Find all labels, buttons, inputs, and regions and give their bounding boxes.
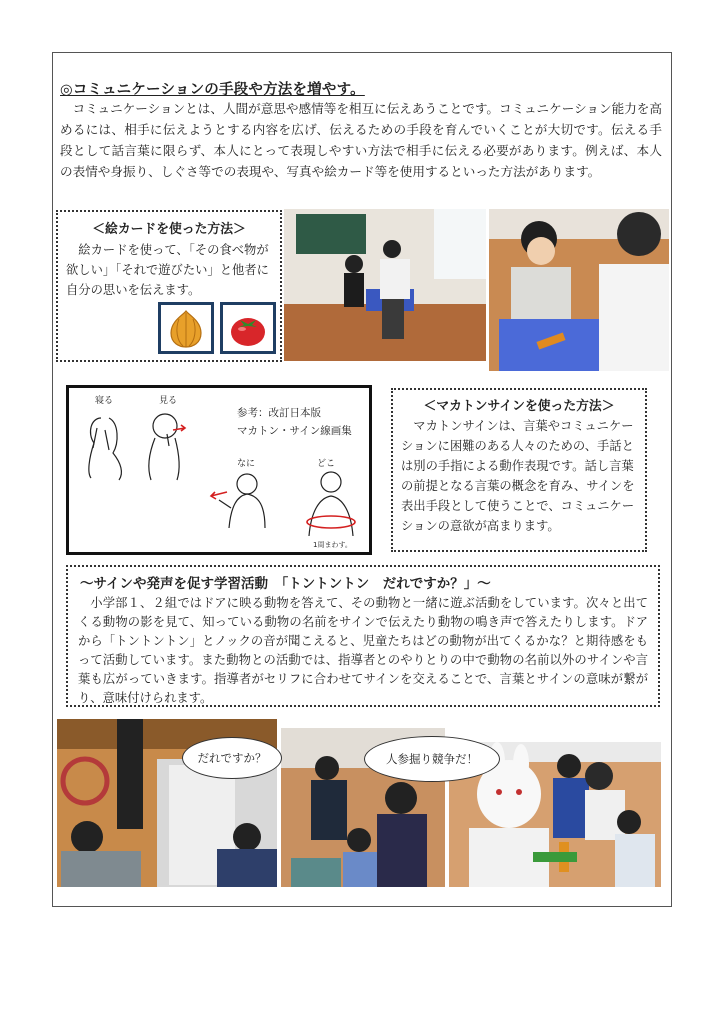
activity-box xyxy=(66,565,660,707)
activity-text: 小学部１、２組ではドアに映る動物を答えて、その動物と一緒に遊ぶ活動をしています。次々と出てくる動物の影を見て、知っている動物の名前をサインで伝えたり動物の鳴き声で答えたりします。ドアから「トントントン」とノックの音が聞こえると、児童たちはどの動物が出てくるかな？と期待感をもって活動しています。また動物との活動では、指導者とのやりとりの中で動物の名前以外のサインや言葉も広がっていきます。指導者がセリフに合わせてサインを交えることで、言葉とサインの意味が繋がり、意味付けられます。 xyxy=(78,596,648,705)
onion-icon xyxy=(161,305,211,351)
sign-label-where: どこ xyxy=(317,459,336,469)
sign-note: 1周まわす。 xyxy=(313,541,352,549)
picture-card-title: ＜絵カードを使った方法＞ xyxy=(92,222,246,237)
sign-label-see: 見る xyxy=(159,396,178,406)
reference-text xyxy=(237,404,352,440)
makaton-sign-panel xyxy=(66,385,372,555)
reference-line-2: マカトン・サイン線画集 xyxy=(237,425,352,437)
speech-bubble-carrot: 人参掘り競争だ！ xyxy=(364,736,500,782)
speech-bubble-who: だれですか？ xyxy=(182,737,282,779)
classroom-photo-2 xyxy=(489,209,669,371)
makaton-box xyxy=(391,388,647,552)
intro-paragraph: コミュニケーションとは、人間が意思や感情等を相互に伝えあうことです。コミュニケーション能力を高めるには、相手に伝えようとする内容を広げ、伝えるための手段を育んでいくことが大切です。伝える手段として話言葉に限らず、本人にとって表現しやすい方法で相手に伝える必要があります。例えば、本人の表情や身振り、しぐさ等での表現や、写真や絵カード等を使用するといった方法があります。 xyxy=(60,101,662,179)
sign-label-what: なに xyxy=(237,459,256,469)
tomato-card xyxy=(220,302,276,354)
makaton-title: ＜マカトンサインを使った方法＞ xyxy=(423,399,615,414)
classroom-photo-1 xyxy=(284,209,486,361)
makaton-text: マカトンサインは、言葉やコミュニケーションに困難のある人々のための、手話とは別の手指による動作表現です。話し言葉の前提となる言葉の概念を育み、サインを表出手段として使うことで、コミュニケーションの意欲が高まります。 xyxy=(401,419,635,533)
tomato-icon xyxy=(223,305,273,351)
activity-title: ～サインや発声を促す学習活動 「トントントン だれですか？」～ xyxy=(80,576,491,592)
sign-label-sleep: 寝る xyxy=(95,396,114,406)
picture-card-text: 絵カードを使って、「その食べ物が欲しい」「それで遊びたい」と他者に自分の思いを伝えます。 xyxy=(66,243,269,297)
reference-line-1: 参考：改訂日本版 xyxy=(237,407,321,419)
section-heading: ◎コミュニケーションの手段や方法を増やす。 xyxy=(60,82,365,98)
onion-card xyxy=(158,302,214,354)
